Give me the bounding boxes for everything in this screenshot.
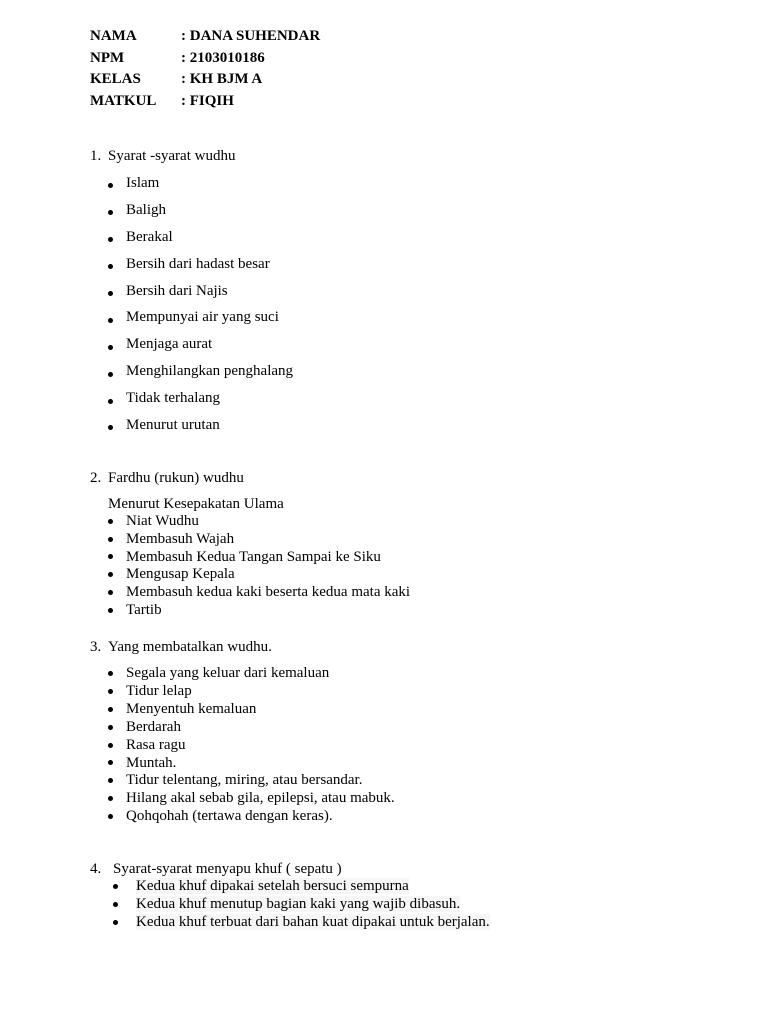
bullet-icon (108, 519, 113, 524)
info-value: : DANA SUHENDAR (181, 28, 321, 44)
list-item-text: Kedua khuf menutup bagian kaki yang wajib dibasuh. (136, 895, 461, 912)
section-syarat-khuf (90, 860, 490, 932)
list-item (90, 531, 410, 549)
info-row-matkul (90, 91, 320, 113)
bullet-list (90, 665, 395, 826)
list-item-text: Kedua khuf dipakai setelah bersuci sempurna (136, 878, 409, 894)
list-item (90, 896, 490, 914)
bullet-icon (108, 671, 113, 676)
list-item (90, 513, 410, 531)
list-item (90, 584, 410, 602)
list-item-text: Tartib (126, 601, 162, 618)
bullet-list (90, 173, 293, 442)
section-pembatal-wudhu (90, 637, 395, 826)
list-item (90, 549, 410, 567)
list-item (90, 227, 293, 254)
list-item (90, 361, 293, 388)
bullet-icon (108, 345, 113, 350)
info-label: MATKUL (90, 93, 157, 110)
list-item-text: Baligh (126, 201, 166, 218)
section-number: 3. (90, 639, 102, 655)
list-item (90, 334, 293, 361)
bullet-list (90, 878, 490, 932)
section-heading (90, 146, 293, 166)
list-item-text: Berakal (126, 228, 173, 245)
bullet-icon (108, 537, 113, 542)
bullet-icon (108, 814, 113, 819)
list-item-text: Membasuh kedua kaki beserta kedua mata kaki (126, 584, 411, 601)
section-number: 4. (90, 861, 102, 877)
bullet-icon (108, 590, 113, 595)
info-value: : KH BJM A (181, 71, 263, 88)
list-item-text: Menghilangkan penghalang (126, 363, 294, 380)
bullet-icon (108, 743, 113, 748)
list-item-text: Menurut urutan (126, 417, 220, 434)
list-item (90, 200, 293, 227)
list-item-text: Niat Wudhu (126, 513, 199, 529)
bullet-icon (108, 372, 113, 377)
list-item-text: Tidur telentang, miring, atau bersandar. (126, 772, 363, 789)
list-item (90, 665, 395, 683)
bullet-icon (108, 572, 113, 577)
list-item-text: Berdarah (126, 718, 181, 735)
bullet-icon (108, 796, 113, 801)
list-item (90, 914, 490, 932)
list-item (90, 701, 395, 719)
section-title: Fardhu (rukun) wudhu (108, 470, 244, 486)
bullet-icon (108, 425, 113, 430)
list-item-text: Rasa ragu (126, 736, 186, 753)
section-title: Syarat-syarat menyapu khuf ( sepatu ) (113, 861, 342, 877)
list-item-text: Qohqohah (tertawa dengan keras). (126, 808, 333, 825)
list-item-text: Muntah. (126, 754, 177, 771)
list-item-text: Tidur lelap (126, 682, 192, 699)
list-item-text: Hilang akal sebab gila, epilepsi, atau mabuk. (126, 790, 395, 807)
bullet-icon (108, 237, 113, 242)
info-label: NAMA (90, 28, 137, 44)
list-item-text: Islam (126, 175, 160, 191)
section-title: Syarat -syarat wudhu (108, 148, 236, 164)
section-syarat-wudhu (90, 146, 293, 442)
student-info (90, 26, 320, 113)
list-item (90, 388, 293, 415)
info-value: : FIQIH (181, 93, 234, 110)
section-number: 2. (90, 470, 102, 486)
bullet-icon (108, 264, 113, 269)
list-item-text: Membasuh Wajah (126, 530, 235, 547)
section-heading (90, 860, 490, 878)
list-item (90, 173, 293, 200)
bullet-icon (108, 210, 113, 215)
list-item (90, 790, 395, 808)
info-label: NPM (90, 49, 125, 66)
bullet-icon (108, 778, 113, 783)
bullet-icon (108, 399, 113, 404)
list-item-text: Bersih dari hadast besar (126, 255, 270, 272)
info-row-npm (90, 48, 320, 70)
section-fardhu-wudhu (90, 468, 410, 620)
list-item (90, 719, 395, 737)
bullet-icon (108, 760, 113, 765)
list-item-text: Membasuh Kedua Tangan Sampai ke Siku (126, 548, 381, 565)
info-label: KELAS (90, 71, 141, 88)
bullet-icon (108, 725, 113, 730)
list-item (90, 415, 293, 442)
list-item (90, 254, 293, 281)
section-subtitle: Menurut Kesepakatan Ulama (108, 496, 284, 512)
bullet-icon (108, 608, 113, 613)
list-item (90, 737, 395, 755)
list-item-text: Segala yang keluar dari kemaluan (126, 665, 330, 681)
list-item-text: Mempunyai air yang suci (126, 309, 279, 326)
list-item (90, 755, 395, 773)
list-item (90, 307, 293, 334)
list-item (90, 602, 410, 620)
bullet-icon (108, 689, 113, 694)
section-number: 1. (90, 148, 102, 164)
bullet-list (90, 513, 410, 620)
info-row-nama (90, 26, 320, 48)
bullet-icon (108, 707, 113, 712)
bullet-icon (108, 183, 113, 188)
info-row-kelas (90, 69, 320, 91)
section-heading (90, 468, 410, 488)
list-item (90, 808, 395, 826)
info-value: : 2103010186 (181, 49, 265, 66)
list-item-text: Menjaga aurat (126, 336, 213, 353)
section-heading (90, 637, 395, 657)
bullet-icon (113, 920, 118, 925)
list-item (90, 566, 410, 584)
bullet-icon (113, 884, 118, 889)
bullet-icon (108, 318, 113, 323)
bullet-icon (113, 902, 118, 907)
section-title: Yang membatalkan wudhu. (108, 639, 272, 655)
list-item-text: Bersih dari Najis (126, 282, 228, 299)
bullet-icon (108, 554, 113, 559)
list-item-text: Tidak terhalang (126, 390, 221, 407)
list-item (90, 878, 490, 896)
bullet-icon (108, 291, 113, 296)
list-item-text: Kedua khuf terbuat dari bahan kuat dipakai untuk berjalan. (136, 913, 490, 930)
list-item (90, 281, 293, 308)
list-item-text: Mengusap Kepala (126, 566, 235, 583)
list-item-text: Menyentuh kemaluan (126, 700, 257, 717)
list-item (90, 683, 395, 701)
list-item (90, 772, 395, 790)
